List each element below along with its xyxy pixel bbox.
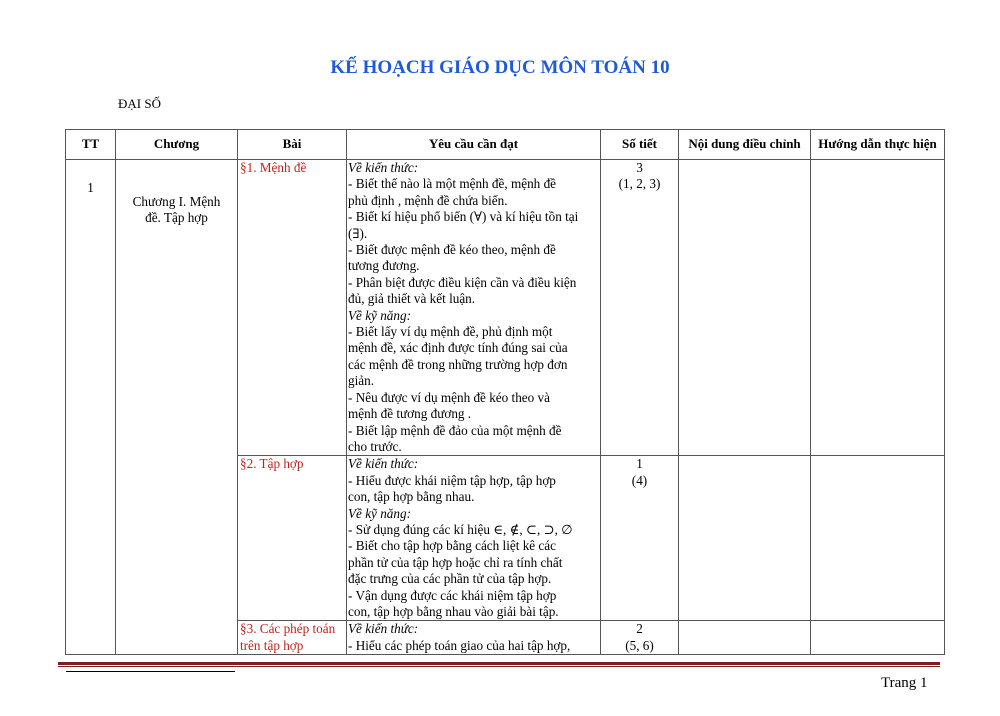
adjustment-cell — [679, 456, 811, 621]
requirement-line: - Sử dụng đúng các kí hiệu ∈, ∉, ⊂, ⊃, ∅ — [348, 521, 573, 537]
requirement-line: các mệnh đề trong những trường hợp đơn — [348, 356, 568, 372]
lesson-periods — [601, 621, 679, 655]
period-count: 2 — [636, 621, 643, 637]
footnote-separator — [66, 671, 235, 672]
period-list: (1, 2, 3) — [618, 176, 661, 192]
period-list: (5, 6) — [625, 637, 654, 653]
requirement-line: - Biết cho tập hợp bằng cách liệt kê các — [348, 538, 556, 554]
lesson-periods — [601, 160, 679, 456]
header-yeu-cau: Yêu cầu cần đạt — [347, 130, 601, 160]
lesson-name — [238, 621, 347, 655]
requirement-line: - Biết lấy ví dụ mệnh đề, phủ định một — [348, 324, 553, 340]
requirement-line: (∃). — [348, 225, 368, 241]
page-number: Trang 1 — [881, 675, 928, 691]
adjustment-cell — [679, 621, 811, 655]
requirement-line: con, tập hợp bằng nhau. — [348, 489, 475, 505]
lesson-requirements — [347, 621, 601, 655]
requirement-line: - Phân biệt được điều kiện cần và điều kiện — [348, 274, 577, 290]
requirement-line: - Biết được mệnh đề kéo theo, mệnh đề — [348, 242, 556, 258]
guidance-cell — [811, 456, 945, 621]
header-noi-dung: Nội dung điều chỉnh — [679, 130, 811, 160]
lesson-name-line: trên tập hợp — [240, 637, 304, 653]
lesson-name-line: §3. Các phép toán — [240, 621, 336, 637]
requirement-line: mệnh đề, xác định được tính đúng sai của — [348, 340, 568, 356]
section-heading: ĐẠI SỐ — [118, 96, 161, 111]
requirement-line: cho trước. — [348, 438, 402, 454]
requirement-line: - Biết lập mệnh đề đảo của một mệnh đề — [348, 422, 562, 438]
requirement-line: - Nêu được ví dụ mệnh đề kéo theo và — [348, 389, 550, 405]
requirement-line: - Vận dụng được các khái niệm tập hợp — [348, 587, 557, 603]
period-count: 3 — [636, 160, 643, 175]
footer-rule-thin — [58, 666, 940, 667]
requirement-line: - Biết thế nào là một mệnh đề, mệnh đề — [348, 176, 557, 192]
chapter-line: Chương I. Mệnh — [132, 194, 221, 209]
requirement-line: phủ định , mệnh đề chứa biến. — [348, 192, 508, 208]
period-list: (4) — [631, 472, 648, 488]
requirement-line: - Hiểu được khái niệm tập hợp, tập hợp — [348, 472, 556, 488]
adjustment-cell — [679, 160, 811, 456]
requirement-line: đặc trưng của các phần tử của tập hợp. — [348, 571, 552, 587]
requirement-line: Về kỹ năng: — [348, 307, 411, 323]
row-number: 1 — [66, 160, 116, 655]
requirement-line: Về kiến thức: — [348, 456, 419, 472]
header-tt: TT — [66, 130, 116, 160]
requirement-line: Về kỹ năng: — [348, 505, 411, 521]
header-bai: Bài — [238, 130, 347, 160]
lesson-name: §1. Mệnh đề — [238, 160, 347, 456]
lesson-plan-table — [65, 129, 945, 655]
table-header-row — [66, 130, 945, 160]
requirement-line: tương đương. — [348, 258, 420, 274]
lesson-name: §2. Tập hợp — [238, 456, 347, 621]
period-count: 1 — [636, 456, 643, 472]
document-title: KẾ HOẠCH GIÁO DỤC MÔN TOÁN 10 — [330, 57, 670, 78]
requirement-line: Về kiến thức: — [348, 621, 419, 637]
chapter-name — [116, 160, 238, 655]
requirement-line: đủ, giả thiết và kết luận. — [348, 291, 476, 307]
requirement-line: con, tập hợp bằng nhau vào giải bài tập. — [348, 603, 559, 619]
table-row — [66, 160, 945, 456]
page-bottom-margin — [60, 656, 944, 716]
lesson-requirements — [347, 456, 601, 621]
lesson-periods — [601, 456, 679, 621]
requirement-line: mệnh đề tương đương . — [348, 406, 472, 422]
guidance-cell — [811, 160, 945, 456]
header-so-tiet: Số tiết — [601, 130, 679, 160]
header-huong-dan: Hướng dẫn thực hiện — [811, 130, 945, 160]
requirement-line: giản. — [348, 373, 375, 389]
requirement-line: Về kiến thức: — [348, 160, 419, 175]
chapter-line: đề. Tập hợp — [145, 210, 208, 226]
guidance-cell — [811, 621, 945, 655]
footer-rule — [58, 662, 940, 665]
lesson-requirements — [347, 160, 601, 456]
requirement-line: - Biết kí hiệu phổ biến (∀) và kí hiệu tồn tại — [348, 209, 579, 225]
header-chuong: Chương — [116, 130, 238, 160]
requirement-line: - Hiểu các phép toán giao của hai tập hợp, — [348, 637, 571, 653]
requirement-line: phần tử của tập hợp hoặc chỉ ra tính chất — [348, 554, 563, 570]
